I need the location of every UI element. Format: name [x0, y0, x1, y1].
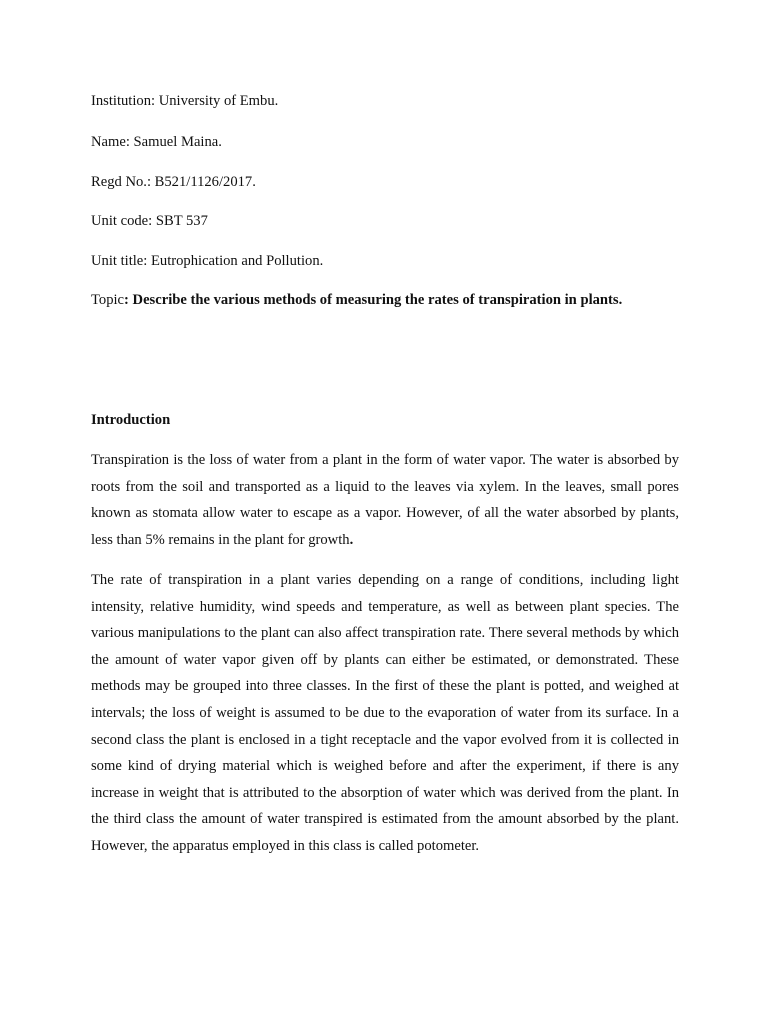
paragraph-1-text: Transpiration is the loss of water from a plant in the form of water vapor. The water is absorbed by roots from the soil and transported as a liquid to the leaves via xylem. In the leaves, small pores known as stomata allow water to escape as a vapor. However, of all the water absorbed by plants, less than 5% remains in the plant for growth: [91, 452, 679, 548]
paragraph-1-end: .: [349, 531, 354, 548]
paragraph-2: The rate of transpiration in a plant varies depending on a range of conditions, including light intensity, relative humidity, wind speeds and temperature, as well as between plant species. The various manipulations to the plant can also affect transpiration rate. There several methods by which the amount of water vapor given off by plants can either be estimated, or demonstrated. These methods may be grouped into three classes. In the first of these the plant is potted, and weighed at intervals; the loss of weight is assumed to be due to the evaporation of water from its surface. In a second class the plant is enclosed in a tight receptacle and the vapor evolved from it is collected in some kind of drying material which is weighed before and after the experiment, if there is any increase in weight that is attributed to the absorption of water which was derived from the plant. In the third class the amount of water transpired is estimated from the amount absorbed by the plant. However, the apparatus employed in this class is called potometer.: [91, 572, 679, 854]
topic-text: : Describe the various methods of measuring the rates of transpiration in plants.: [124, 292, 623, 308]
topic-label: Topic: [91, 292, 125, 308]
unit-code-line: Unit code: SBT 537: [91, 213, 208, 229]
student-name-line: Name: Samuel Maina.: [91, 134, 222, 150]
introduction-heading: Introduction: [91, 412, 171, 428]
institution-line: Institution: University of Embu.: [91, 93, 279, 109]
paragraph-1: [91, 447, 679, 553]
registration-number-line: Regd No.: B521/1126/2017.: [91, 174, 256, 190]
topic-line: [91, 291, 622, 309]
unit-title-line: Unit title: Eutrophication and Pollution.: [91, 253, 324, 269]
